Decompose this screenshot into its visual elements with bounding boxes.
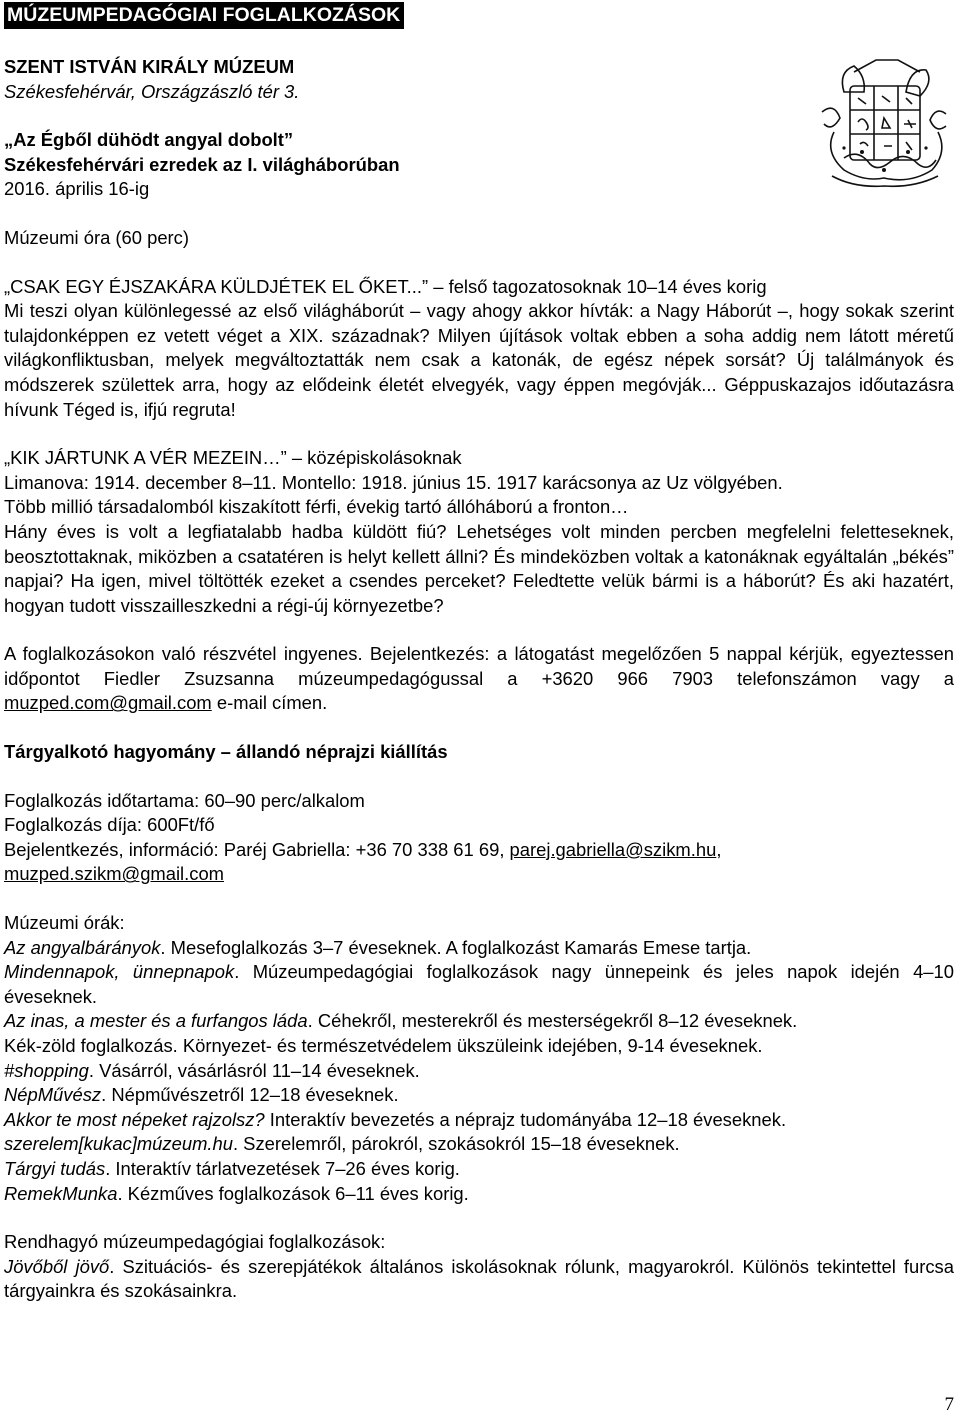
lesson-item: [4, 1132, 954, 1157]
lesson-item: [4, 960, 954, 1009]
section2-contact: [4, 838, 954, 863]
lesson-item: [4, 936, 954, 961]
lesson-title: Tárgyi tudás: [4, 1157, 106, 1179]
lesson-desc: . Környezet- és természetvédelem ükszüleink idejében, 9-14 éveseknek.: [172, 1035, 763, 1056]
lessons-heading: Múzeumi órák:: [4, 912, 125, 934]
museum-address: Székesfehérvár, Országzászló tér 3.: [4, 80, 300, 102]
document-page: [4, 0, 954, 1304]
lesson-item: [4, 1083, 954, 1108]
lesson-item: [4, 1157, 954, 1182]
lesson-title: szerelem[kukac]múzeum.hu: [4, 1133, 233, 1155]
special-title: Jövőből jövő: [4, 1255, 110, 1277]
lesson-item: [4, 1009, 954, 1034]
section2-fee: Foglalkozás díja: 600Ft/fő: [4, 814, 215, 836]
program1-question2: Milyen újítások voltak ebben a soha addig nem látott méretű világkonfliktusban, melyek megváltoztatták nem csak a katonák, de egész népek sorsát?: [4, 324, 955, 371]
section2-email1-link[interactable]: parej.gabriella@szikm.hu: [509, 838, 717, 860]
program2-text: Hány éves is volt a legfiatalabb hadba küldött fiú? Lehetséges volt minden percben megfelelni feletteseknek, beosztottaknak, miközben a csatatéren is helyt kellett állni? És mindeközben voltak a katonáknak egyáltalán „békés” napjai? Ha igen, mivel töltötték ezeket a csendes perceket? Feledtette velük bármi is a háborút? És aki hazatért, hogyan tudott visszailleszkedni a régi-új környezetbe?: [4, 520, 954, 616]
registration-text: [4, 642, 954, 716]
lesson-desc: . Népművészetről 12–18 éveseknek.: [101, 1084, 399, 1106]
lesson-desc: . Vásárról, vásárlásról 11–14 éveseknek.: [88, 1059, 420, 1081]
lesson-item: [4, 1108, 954, 1133]
registration-email-link[interactable]: muzped.com@gmail.com: [4, 692, 212, 714]
registration-suffix: e-mail címen.: [211, 692, 328, 714]
lesson-desc: . Kézműves foglalkozások 6–11 éves korig.: [117, 1182, 469, 1204]
page-number: 7: [944, 1394, 954, 1415]
exhibition-subtitle: Székesfehérvári ezredek az I. világháborúban: [4, 153, 400, 175]
program1-title-line: [4, 275, 954, 300]
lesson-title: Mindennapok, ünnepnapok: [4, 961, 235, 983]
lesson-desc: . Szerelemről, párokról, szokásokról 15–18 éveseknek.: [232, 1133, 680, 1155]
special-desc: . Szituációs- és szerepjátékok általános iskolásoknak rólunk, magyarokról. Különös tekintettel furcsa tárgyainkra és szokásainkra.: [4, 1255, 954, 1302]
program2-line2: Több millió társadalomból kiszakított férfi, évekig tartó állóháború a fronton…: [4, 496, 629, 518]
special-item: [4, 1255, 954, 1304]
lesson-desc: . Múzeumpedagógiai foglalkozások nagy ünnepeink és jeles napok idején 4–10 éveseknek.: [4, 961, 954, 1007]
lesson-item: [4, 1059, 954, 1084]
program2-dates: Limanova: 1914. december 8–11. Montello: 1918. június 15. 1917 karácsonya az Uz völgyében.: [4, 471, 783, 493]
section2-email-separator: ,: [716, 838, 722, 860]
program1-text: [4, 299, 954, 422]
lesson-item: [4, 1182, 954, 1207]
lesson-item: [4, 1034, 954, 1059]
lesson-title: RemekMunka: [4, 1182, 118, 1204]
program1-question3: Új találmányok és módszerek születtek arra, hogy az elődeink életét elvegyék, vagy éppen megóvják... Géppuskazajos időutazásra hívunk Téged is, ifjú regruta!: [4, 349, 954, 420]
lesson-title: Akkor te most népeket rajzolsz?: [4, 1108, 265, 1130]
program1-audience: – felső tagozatosoknak 10–14 éves korig: [428, 275, 767, 297]
museum-coat-of-arms-logo: [814, 52, 956, 192]
section2-duration: Foglalkozás időtartama: 60–90 perc/alkalom: [4, 789, 365, 811]
exhibition-date: 2016. április 16-ig: [4, 178, 150, 200]
lessons-list: [4, 936, 954, 1207]
lesson-title: NépMűvész: [4, 1084, 102, 1106]
special-heading: Rendhagyó múzeumpedagógiai foglalkozások:: [4, 1231, 386, 1253]
program1-question1: Mi teszi olyan különlegessé az első világháborút – vagy ahogy akkor hívták: a Nagy Háborút –, hogy sokak szerint tulajdonképpen ez vetett véget a XIX. századnak?: [4, 300, 954, 346]
lesson-desc: . Interaktív tárlatvezetések 7–26 éves korig.: [105, 1157, 460, 1179]
lesson-title: #shopping: [4, 1059, 89, 1081]
registration-body: A foglalkozásokon való részvétel ingyenes. Bejelentkezés: a látogatást megelőzően 5 nappal kérjük, egyeztessen időpontot Fiedler Zsuzsanna múzeumpedagógussal a +3620 966 7903 telefonszámon vagy a: [4, 643, 954, 689]
program1-title: „CSAK EGY ÉJSZAKÁRA KÜLDJÉTEK EL ŐKET...”: [4, 275, 429, 297]
lesson-heading: Múzeumi óra (60 perc): [4, 226, 189, 248]
program2-title-line: [4, 446, 954, 471]
section2-contact-text: Bejelentkezés, információ: Paréj Gabriella: +36 70 338 61 69,: [4, 838, 510, 860]
section2-email2-link[interactable]: muzped.szikm@gmail.com: [4, 863, 224, 885]
lesson-title: Az inas, a mester és a furfangos láda: [4, 1010, 308, 1032]
museum-name: SZENT ISTVÁN KIRÁLY MÚZEUM: [4, 56, 295, 77]
page-banner: MÚZEUMPEDAGÓGIAI FOGLALKOZÁSOK: [4, 2, 404, 29]
lesson-title: Kék-zöld foglalkozás: [4, 1035, 173, 1056]
lesson-desc: . Céhekről, mesterekről és mesterségekről 8–12 éveseknek.: [307, 1010, 798, 1032]
lesson-desc: Interaktív bevezetés a néprajz tudományába 12–18 éveseknek.: [264, 1108, 787, 1130]
lesson-title: Az angyalbárányok: [4, 936, 161, 958]
program2-title: „KIK JÁRTUNK A VÉR MEZEIN…”: [4, 447, 287, 469]
section2-title: Tárgyalkotó hagyomány – állandó néprajzi kiállítás: [4, 741, 448, 763]
program2-audience: – középiskolásoknak: [286, 447, 462, 469]
lesson-desc: . Mesefoglalkozás 3–7 éveseknek. A foglalkozást Kamarás Emese tartja.: [160, 936, 752, 958]
exhibition-title: „Az Égből dühödt angyal dobolt”: [4, 129, 294, 151]
